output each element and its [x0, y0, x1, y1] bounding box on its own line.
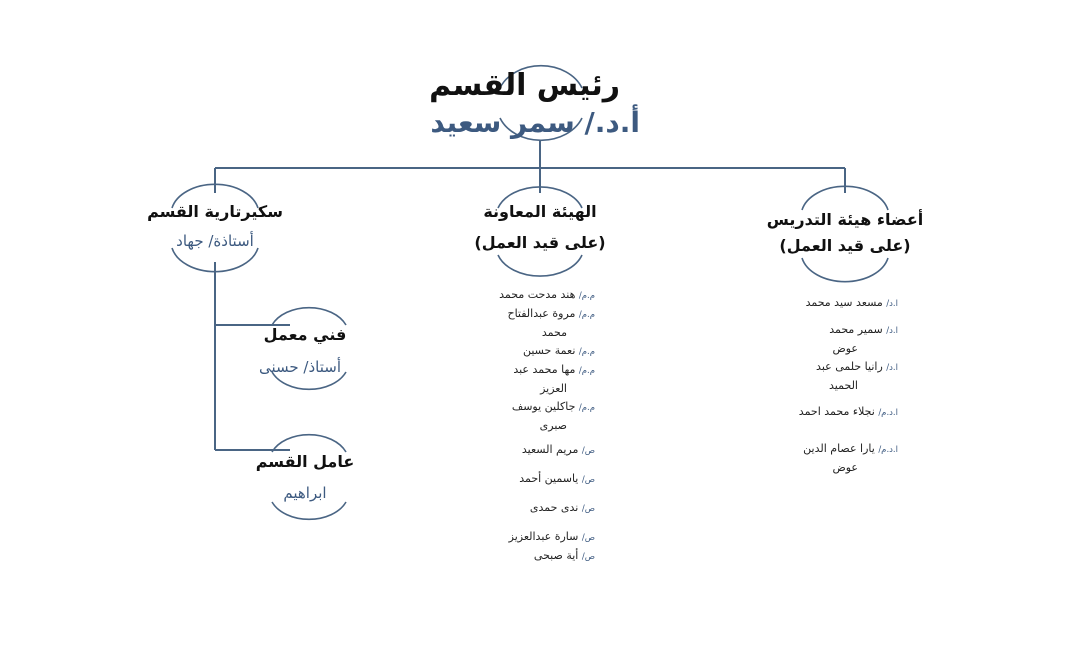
assisting-title: الهيئة المعاونة: [483, 202, 597, 221]
list-item: ا.د/ رانيا حلمى عبد: [816, 360, 898, 373]
list-item: ص/ مريم السعيد: [521, 443, 595, 456]
list-item: م.م/ مروة عبدالفتاح: [507, 307, 595, 320]
secretary-title: سكيرتارية القسم: [147, 202, 283, 221]
list-item: م.م/ نعمة حسين: [522, 344, 595, 357]
assisting-subtitle: (على قيد العمل): [474, 233, 606, 252]
list-item: ا.د/ سمير محمد: [829, 323, 898, 336]
list-item: ا.د.م/ يارا عصام الدين: [803, 442, 898, 455]
list-item-cont: العزيز: [540, 382, 567, 395]
faculty-title: أعضاء هيئة التدريس: [766, 210, 924, 229]
faculty-members-list: [780, 294, 898, 477]
head-name: أ.د./ سمر سعيد: [430, 106, 640, 139]
list-item: ص/ ياسمين أحمد: [519, 472, 595, 485]
list-item-cont: عوض: [832, 342, 858, 355]
faculty-subtitle: (على قيد العمل): [779, 236, 911, 255]
list-item-cont: صبرى: [539, 419, 567, 432]
lab-tech-title: فني معمل: [263, 325, 347, 344]
list-item-cont: الحميد: [829, 379, 858, 392]
assisting-members-list: [470, 286, 595, 566]
list-item: ص/ أية صبحى: [533, 549, 595, 562]
list-item-cont: عوض: [832, 461, 858, 474]
secretary-name: أستاذة/ جهاد: [176, 232, 254, 250]
lab-tech-name: أستاذ/ حسنى: [258, 358, 342, 376]
list-item: ص/ ندى حمدى: [529, 501, 595, 514]
list-item: ا.د.م/ نجلاء محمد احمد: [798, 405, 898, 418]
worker-name: ابراهيم: [283, 484, 327, 502]
list-item-cont: محمد: [541, 326, 567, 339]
list-item: م.م/ هند مدحت محمد: [499, 288, 595, 301]
list-item: م.م/ جاكلين يوسف: [511, 400, 595, 413]
list-item: ا.د/ مسعد سيد محمد: [805, 296, 898, 309]
list-item: م.م/ مها محمد عبد: [513, 363, 595, 376]
list-item: ص/ سارة عبدالعزيز: [508, 530, 595, 543]
worker-title: عامل القسم: [255, 452, 355, 471]
head-title: رئيس القسم: [429, 68, 620, 103]
